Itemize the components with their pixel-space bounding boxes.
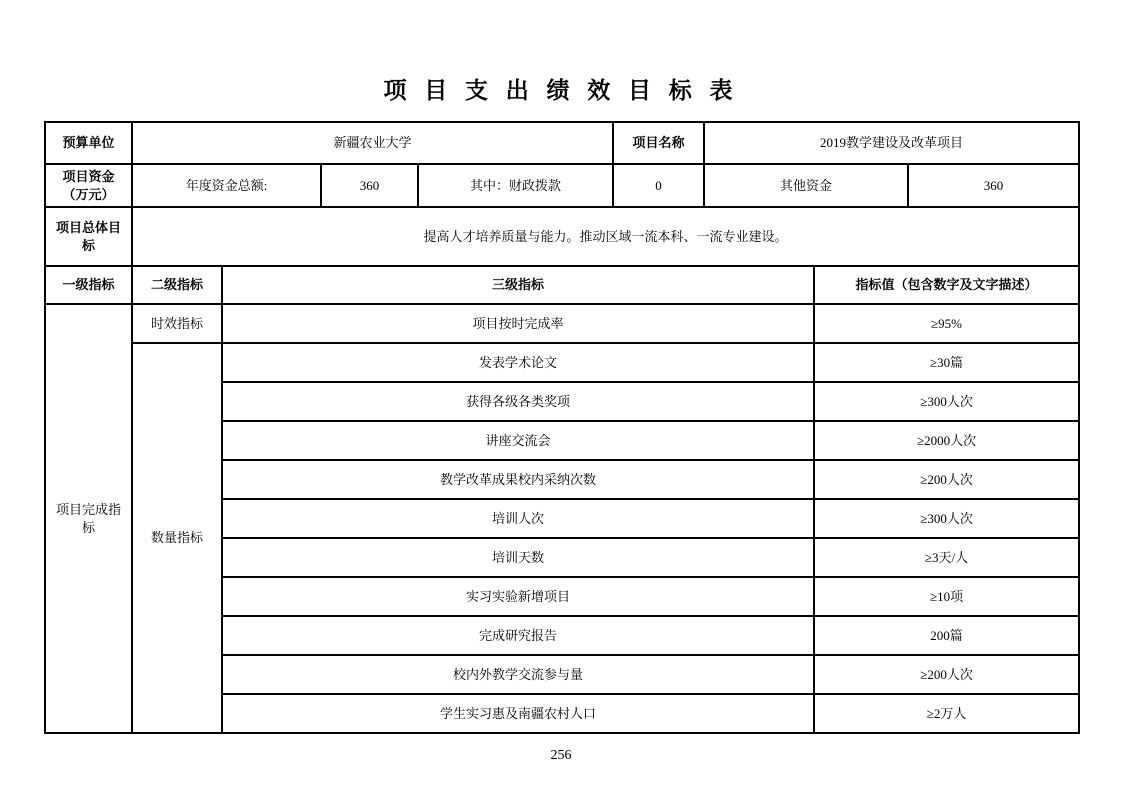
indicator-value-cell: ≥3天/人: [814, 538, 1079, 577]
level2-timeliness-cell: 时效指标: [132, 304, 222, 343]
indicator-name-cell: 学生实习惠及南疆农村人口: [222, 694, 814, 733]
indicator-value-cell: ≥300人次: [814, 382, 1079, 421]
fiscal-grant-value: 0: [613, 164, 704, 207]
indicator-name-cell: 讲座交流会: [222, 421, 814, 460]
project-name-value: 2019教学建设及改革项目: [704, 122, 1079, 164]
budget-unit-label: 预算单位: [45, 122, 132, 164]
header-level1: 一级指标: [45, 266, 132, 304]
header-level3: 三级指标: [222, 266, 814, 304]
indicator-name-cell: 培训天数: [222, 538, 814, 577]
level2-quantity-cell: 数量指标: [132, 343, 222, 733]
annual-total-label: 年度资金总额:: [132, 164, 321, 207]
annual-total-value: 360: [321, 164, 418, 207]
indicator-value-cell: ≥200人次: [814, 460, 1079, 499]
header-indicator-value: 指标值（包含数字及文字描述）: [814, 266, 1079, 304]
overall-goal-text: 提高人才培养质量与能力。推动区域一流本科、一流专业建设。: [132, 207, 1079, 266]
overall-goal-label: 项目总体目标: [45, 207, 132, 266]
indicator-name-cell: 实习实验新增项目: [222, 577, 814, 616]
indicator-name-cell: 校内外教学交流参与量: [222, 655, 814, 694]
fiscal-grant-label: 其中：财政拨款: [418, 164, 613, 207]
page-number: 256: [550, 748, 572, 763]
performance-target-table: [44, 121, 1080, 734]
indicator-name-cell: 教学改革成果校内采纳次数: [222, 460, 814, 499]
table-row: [45, 122, 1079, 164]
indicator-name-cell: 培训人次: [222, 499, 814, 538]
indicator-name-cell: 完成研究报告: [222, 616, 814, 655]
other-funds-label: 其他资金: [704, 164, 908, 207]
other-funds-value: 360: [908, 164, 1079, 207]
level1-indicator-cell: 项目完成指标: [45, 304, 132, 733]
indicator-row: [45, 343, 1079, 382]
indicator-value-cell: ≥30篇: [814, 343, 1079, 382]
table-row: [45, 164, 1079, 207]
indicator-value-cell: ≥10项: [814, 577, 1079, 616]
project-funds-label: 项目资金（万元）: [45, 164, 132, 207]
page-title: 项 目 支 出 绩 效 目 标 表: [383, 78, 739, 103]
header-level2: 二级指标: [132, 266, 222, 304]
indicator-value-cell: ≥200人次: [814, 655, 1079, 694]
budget-unit-value: 新疆农业大学: [132, 122, 613, 164]
table-header-row: [45, 266, 1079, 304]
indicator-name-cell: 获得各级各类奖项: [222, 382, 814, 421]
indicator-value-cell: ≥2万人: [814, 694, 1079, 733]
project-name-label: 项目名称: [613, 122, 704, 164]
indicator-row: [45, 304, 1079, 343]
indicator-value-cell: ≥95%: [814, 304, 1079, 343]
table-row: [45, 207, 1079, 266]
indicator-value-cell: ≥2000人次: [814, 421, 1079, 460]
indicator-value-cell: ≥300人次: [814, 499, 1079, 538]
indicator-name-cell: 项目按时完成率: [222, 304, 814, 343]
indicator-value-cell: 200篇: [814, 616, 1079, 655]
indicator-name-cell: 发表学术论文: [222, 343, 814, 382]
